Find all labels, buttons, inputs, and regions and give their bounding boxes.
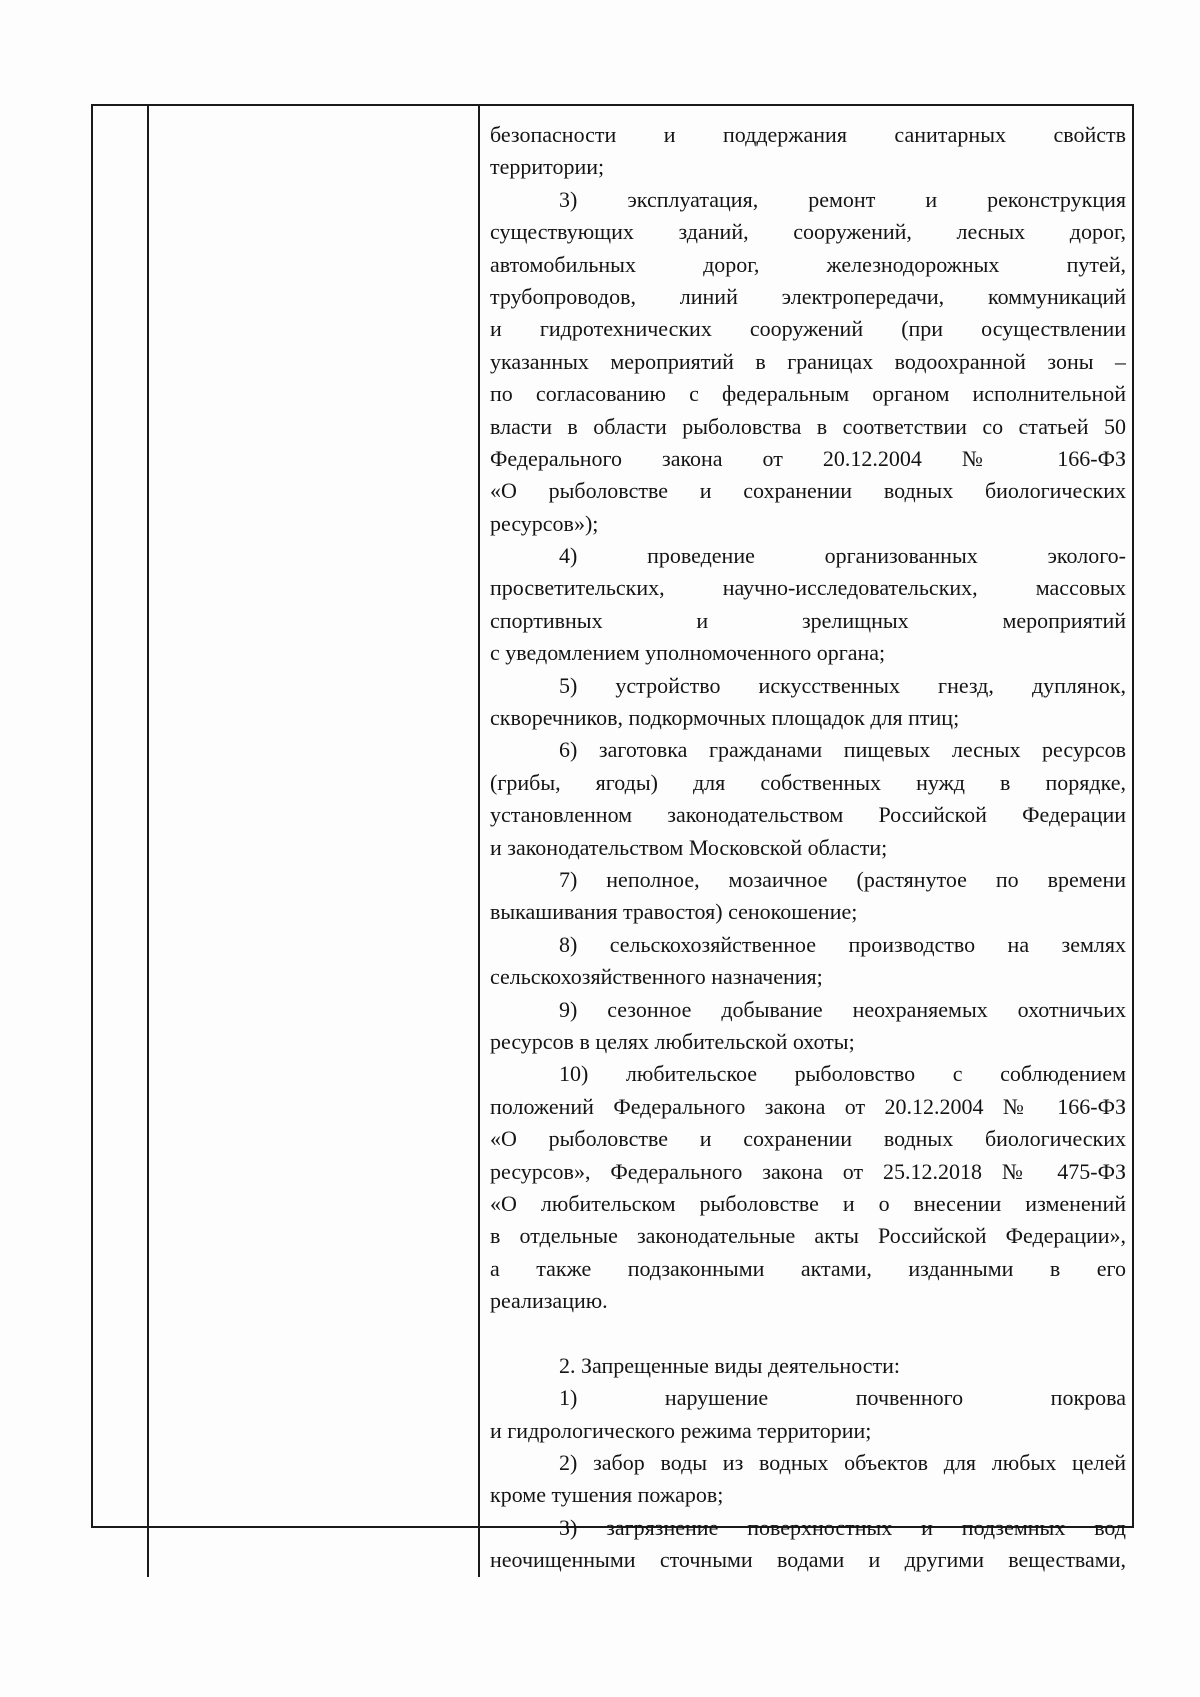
text-line: 7) неполное, мозаичное (растянутое по времени (559, 866, 1126, 892)
text-line: безопасности и поддержания санитарных свойств (490, 122, 1126, 147)
text-line: «О рыболовстве и сохранении водных биологических (490, 1126, 1126, 1152)
text-line: 10) любительское рыболовство с соблюдением (559, 1061, 1126, 1087)
text-line: сельскохозяйственного назначения; (490, 964, 823, 990)
text-line: 8) сельскохозяйственное производство на землях (559, 931, 1126, 957)
text-line: трубопроводов, линий электропередачи, коммуникаций (490, 283, 1126, 309)
text-line: 9) сезонное добывание неохраняемых охотничьих (559, 996, 1126, 1022)
regulation-table (91, 104, 1134, 1573)
text-line: спортивных и зрелищных мероприятий (490, 607, 1126, 633)
text-line: в отдельные законодательные акты Российской Федерации», (490, 1223, 1126, 1249)
text-line: ресурсов»); (490, 510, 599, 536)
text-line: существующих зданий, сооружений, лесных дорог, (490, 219, 1126, 245)
text-line: по согласованию с федеральным органом исполнительной (490, 381, 1126, 407)
text-line: установленном законодательством Российской Федерации (490, 802, 1126, 828)
text-line: положений Федерального закона от 20.12.2004 № 166-ФЗ (490, 1093, 1126, 1119)
table-column-name (149, 106, 480, 1577)
table-column-number (93, 106, 149, 1577)
text-line: 6) заготовка гражданами пищевых лесных ресурсов (559, 737, 1126, 763)
text-line: территории; (490, 154, 605, 180)
text-line: неочищенными сточными водами и другими веществами, (490, 1547, 1126, 1573)
text-line: выкашивания травостоя) сенокошение; (490, 899, 858, 925)
text-line: и гидротехнических сооружений (при осуществлении (490, 316, 1126, 342)
text-line: власти в области рыболовства в соответствии со статьей 50 (490, 413, 1126, 439)
text-line: и гидрологического режима территории; (490, 1417, 872, 1443)
text-line: автомобильных дорог, железнодорожных путей, (490, 251, 1126, 277)
text-line: кроме тушения пожаров; (490, 1482, 724, 1508)
text-line: 3) загрязнение поверхностных и подземных вод (559, 1514, 1126, 1540)
text-line: с уведомлением уполномоченного органа; (490, 640, 886, 666)
table-column-text (480, 106, 1132, 1577)
text-line: а также подзаконными актами, изданными в его (490, 1255, 1126, 1281)
paragraph-gap (490, 1317, 1126, 1349)
text-line: просветительских, научно-исследовательских, массовых (490, 575, 1126, 601)
text-line: указанных мероприятий в границах водоохранной зоны – (490, 348, 1126, 374)
text-line: «О рыболовстве и сохранении водных биологических (490, 478, 1126, 504)
text-line: 3) эксплуатация, ремонт и реконструкция (559, 186, 1126, 212)
text-line: реализацию. (490, 1288, 608, 1314)
text-line: «О любительском рыболовстве и о внесении изменений (490, 1190, 1126, 1216)
text-line: скворечников, подкормочных площадок для птиц; (490, 705, 960, 731)
text-line: 1) нарушение почвенного покрова (559, 1385, 1126, 1411)
text-line: ресурсов», Федерального закона от 25.12.2018 № 475-ФЗ (490, 1158, 1126, 1184)
text-line: (грибы, ягоды) для собственных нужд в порядке, (490, 769, 1126, 795)
text-line: 2) забор воды из водных объектов для любых целей (559, 1450, 1126, 1476)
text-line: 4) проведение организованных эколого- (559, 543, 1126, 569)
text-line: 2. Запрещенные виды деятельности: (559, 1352, 901, 1378)
text-line: и законодательством Московской области; (490, 834, 888, 860)
text-line: Федерального закона от 20.12.2004 № 166-ФЗ (490, 445, 1126, 471)
text-line: ресурсов в целях любительской охоты; (490, 1028, 855, 1054)
text-line: 5) устройство искусственных гнезд, дуплянок, (559, 672, 1126, 698)
